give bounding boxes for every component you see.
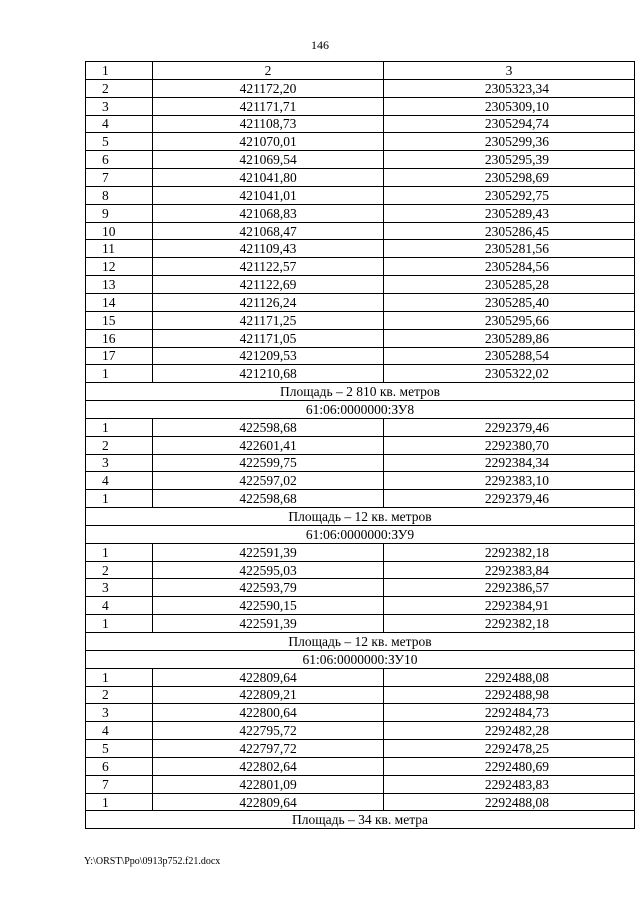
point-number: 13	[86, 276, 153, 294]
table-row	[86, 133, 635, 151]
table-row	[86, 686, 635, 704]
coordinate-x: 422809,21	[153, 686, 384, 704]
table-row	[86, 293, 635, 311]
table-row	[86, 561, 635, 579]
coordinate-y: 2292379,46	[384, 490, 635, 508]
coordinate-y: 2305285,40	[384, 293, 635, 311]
coordinate-x: 421041,80	[153, 169, 384, 187]
point-number: 7	[86, 775, 153, 793]
area-row	[86, 633, 635, 651]
table-row	[86, 579, 635, 597]
coordinate-y: 2292384,34	[384, 454, 635, 472]
table-row	[86, 615, 635, 633]
table-row	[86, 418, 635, 436]
file-path-footer: Y:\ORST\Ppo\0913p752.f21.docx	[84, 856, 221, 867]
table-row	[86, 222, 635, 240]
table-row	[86, 258, 635, 276]
coordinate-x: 422797,72	[153, 740, 384, 758]
coordinate-y: 2305289,86	[384, 329, 635, 347]
table-row	[86, 329, 635, 347]
coordinate-x: 421126,24	[153, 293, 384, 311]
coordinate-y: 2305292,75	[384, 186, 635, 204]
point-number: 3	[86, 97, 153, 115]
coordinate-x: 421209,53	[153, 347, 384, 365]
coordinate-y: 2292384,91	[384, 597, 635, 615]
point-number: 10	[86, 222, 153, 240]
table-row	[86, 740, 635, 758]
table-row	[86, 365, 635, 383]
point-number: 17	[86, 347, 153, 365]
point-number: 2	[86, 686, 153, 704]
table-row	[86, 186, 635, 204]
coordinate-x: 421171,71	[153, 97, 384, 115]
point-number: 11	[86, 240, 153, 258]
page-number: 146	[311, 38, 329, 52]
coordinates-table	[85, 61, 635, 829]
coordinate-y: 2305294,74	[384, 115, 635, 133]
coordinate-x: 421068,47	[153, 222, 384, 240]
table-row	[86, 311, 635, 329]
coordinate-y: 2305288,54	[384, 347, 635, 365]
coordinate-x: 421122,69	[153, 276, 384, 294]
coordinate-y: 2305309,10	[384, 97, 635, 115]
coordinate-x: 422601,41	[153, 436, 384, 454]
coordinate-y: 2292480,69	[384, 757, 635, 775]
table-row	[86, 347, 635, 365]
coordinate-x: 422590,15	[153, 597, 384, 615]
header-col-1: 1	[86, 62, 153, 80]
point-number: 4	[86, 472, 153, 490]
table-row	[86, 793, 635, 811]
table-row	[86, 543, 635, 561]
coordinate-y: 2292488,98	[384, 686, 635, 704]
coordinate-y: 2305298,69	[384, 169, 635, 187]
point-number: 1	[86, 615, 153, 633]
point-number: 1	[86, 490, 153, 508]
point-number: 7	[86, 169, 153, 187]
coordinate-y: 2292488,08	[384, 793, 635, 811]
point-number: 15	[86, 311, 153, 329]
coordinate-y: 2292379,46	[384, 418, 635, 436]
coordinate-x: 421122,57	[153, 258, 384, 276]
coordinate-x: 421068,83	[153, 204, 384, 222]
coordinate-y: 2292488,08	[384, 668, 635, 686]
table-row	[86, 668, 635, 686]
table-row	[86, 472, 635, 490]
coordinate-y: 2305299,36	[384, 133, 635, 151]
parcel-id-label: 61:06:0000000:ЗУ9	[86, 525, 635, 543]
coordinate-y: 2305284,56	[384, 258, 635, 276]
coordinate-y: 2292380,70	[384, 436, 635, 454]
table-row	[86, 597, 635, 615]
point-number: 3	[86, 579, 153, 597]
area-label: Площадь – 2 810 кв. метров	[86, 383, 635, 401]
table-row	[86, 276, 635, 294]
table-row	[86, 704, 635, 722]
table-header-row	[86, 62, 635, 80]
table-row	[86, 757, 635, 775]
point-number: 5	[86, 133, 153, 151]
coordinate-y: 2292478,25	[384, 740, 635, 758]
coordinate-y: 2305295,66	[384, 311, 635, 329]
coordinate-x: 422802,64	[153, 757, 384, 775]
coordinate-y: 2292386,57	[384, 579, 635, 597]
coordinate-x: 421109,43	[153, 240, 384, 258]
coordinate-x: 422598,68	[153, 490, 384, 508]
table-row	[86, 436, 635, 454]
coordinate-x: 422591,39	[153, 615, 384, 633]
coordinate-x: 422801,09	[153, 775, 384, 793]
coordinate-y: 2305289,43	[384, 204, 635, 222]
coordinate-x: 421171,25	[153, 311, 384, 329]
coordinate-y: 2292383,84	[384, 561, 635, 579]
header-col-3: 3	[384, 62, 635, 80]
table-row	[86, 79, 635, 97]
coordinate-y: 2305323,34	[384, 79, 635, 97]
coordinate-x: 421041,01	[153, 186, 384, 204]
coordinate-y: 2292483,83	[384, 775, 635, 793]
area-row	[86, 811, 635, 829]
coordinate-y: 2305295,39	[384, 151, 635, 169]
point-number: 2	[86, 561, 153, 579]
table-row	[86, 775, 635, 793]
table-row	[86, 240, 635, 258]
coordinate-x: 422795,72	[153, 722, 384, 740]
table-row	[86, 454, 635, 472]
point-number: 1	[86, 543, 153, 561]
coordinate-y: 2292383,10	[384, 472, 635, 490]
coordinate-y: 2292382,18	[384, 543, 635, 561]
point-number: 1	[86, 668, 153, 686]
parcel-id-row	[86, 650, 635, 668]
coordinate-y: 2305286,45	[384, 222, 635, 240]
point-number: 3	[86, 454, 153, 472]
parcel-id-label: 61:06:0000000:ЗУ8	[86, 401, 635, 419]
coordinate-x: 421108,73	[153, 115, 384, 133]
point-number: 1	[86, 418, 153, 436]
point-number: 14	[86, 293, 153, 311]
point-number: 6	[86, 151, 153, 169]
coordinate-x: 421069,54	[153, 151, 384, 169]
parcel-id-label: 61:06:0000000:ЗУ10	[86, 650, 635, 668]
coordinate-x: 422591,39	[153, 543, 384, 561]
area-row	[86, 508, 635, 526]
coordinate-y: 2292484,73	[384, 704, 635, 722]
coordinate-y: 2305281,56	[384, 240, 635, 258]
parcel-id-row	[86, 401, 635, 419]
area-label: Площадь – 12 кв. метров	[86, 633, 635, 651]
coordinate-x: 422809,64	[153, 668, 384, 686]
coordinates-table-body	[86, 62, 635, 829]
point-number: 9	[86, 204, 153, 222]
coordinate-x: 421171,05	[153, 329, 384, 347]
coordinate-x: 421070,01	[153, 133, 384, 151]
coordinate-x: 422595,03	[153, 561, 384, 579]
point-number: 3	[86, 704, 153, 722]
area-row	[86, 383, 635, 401]
point-number: 8	[86, 186, 153, 204]
coordinate-y: 2305285,28	[384, 276, 635, 294]
point-number: 2	[86, 79, 153, 97]
coordinate-x: 422598,68	[153, 418, 384, 436]
coordinate-y: 2292382,18	[384, 615, 635, 633]
coordinate-x: 421172,20	[153, 79, 384, 97]
point-number: 6	[86, 757, 153, 775]
coordinate-x: 422800,64	[153, 704, 384, 722]
point-number: 5	[86, 740, 153, 758]
coordinate-x: 422593,79	[153, 579, 384, 597]
coordinate-x: 421210,68	[153, 365, 384, 383]
point-number: 2	[86, 436, 153, 454]
coordinate-x: 422599,75	[153, 454, 384, 472]
table-row	[86, 151, 635, 169]
point-number: 1	[86, 365, 153, 383]
point-number: 16	[86, 329, 153, 347]
area-label: Площадь – 34 кв. метра	[86, 811, 635, 829]
coordinate-y: 2292482,28	[384, 722, 635, 740]
table-row	[86, 722, 635, 740]
table-row	[86, 97, 635, 115]
header-col-2: 2	[153, 62, 384, 80]
point-number: 4	[86, 722, 153, 740]
point-number: 4	[86, 597, 153, 615]
table-row	[86, 490, 635, 508]
table-row	[86, 115, 635, 133]
table-row	[86, 169, 635, 187]
coordinate-x: 422597,02	[153, 472, 384, 490]
coordinate-y: 2305322,02	[384, 365, 635, 383]
table-row	[86, 204, 635, 222]
coordinate-x: 422809,64	[153, 793, 384, 811]
point-number: 12	[86, 258, 153, 276]
area-label: Площадь – 12 кв. метров	[86, 508, 635, 526]
point-number: 4	[86, 115, 153, 133]
point-number: 1	[86, 793, 153, 811]
parcel-id-row	[86, 525, 635, 543]
